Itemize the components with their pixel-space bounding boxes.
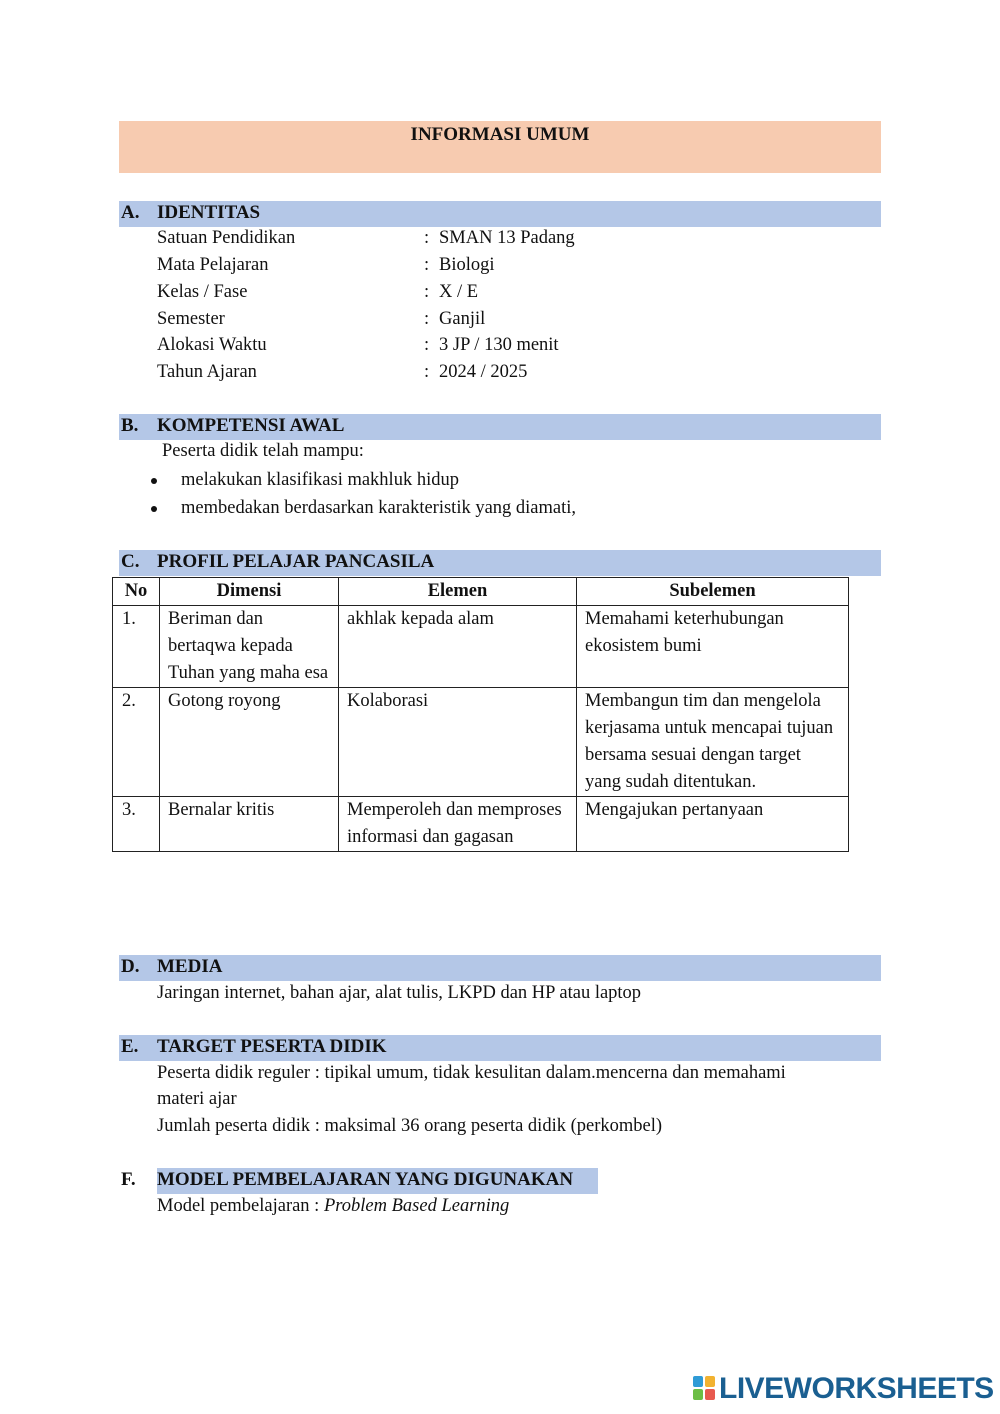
identity-value: X / E [439,282,479,302]
cell-dimensi: Gotong royong [160,688,339,797]
identity-label: Tahun Ajaran [157,362,257,382]
column-header: Subelemen [577,578,849,606]
identity-label: Mata Pelajaran [157,255,269,275]
column-header: Dimensi [160,578,339,606]
competence-item: melakukan klasifikasi makhluk hidup [181,470,459,490]
cell-subelemen: Memahami keterhubungan ekosistem bumi [577,606,849,688]
page-title: INFORMASI UMUM [410,124,590,145]
section-d-title: MEDIA [157,956,223,977]
target-regular-text: Peserta didik reguler : tipikal umum, tidak kesulitan dalam.mencerna dan memahami [157,1063,786,1083]
identity-colon: : [424,362,430,382]
section-e-letter: E. [121,1036,139,1057]
bullet-icon [151,506,157,512]
identity-label: Alokasi Waktu [157,335,267,355]
section-e-title: TARGET PESERTA DIDIK [157,1036,387,1057]
cell-elemen: akhlak kepada alam [339,606,577,688]
liveworksheets-logo-icon [693,1376,717,1402]
section-c-title: PROFIL PELAJAR PANCASILA [157,551,435,572]
identity-label: Satuan Pendidikan [157,228,296,248]
competence-item: membedakan berdasarkan karakteristik yang diamati, [181,498,577,518]
competence-intro: Peserta didik telah mampu: [162,441,364,461]
liveworksheets-logo [693,1372,994,1405]
target-count-text: Jumlah peserta didik : maksimal 36 orang peserta didik (perkombel) [157,1116,663,1136]
cell-subelemen: Mengajukan pertanyaan [577,797,849,852]
column-header: Elemen [339,578,577,606]
table-row [113,606,849,688]
cell-no: 1. [113,606,160,688]
identity-value: Ganjil [439,309,486,329]
table-row [113,797,849,852]
bullet-icon [151,478,157,484]
identity-value: 3 JP / 130 menit [439,335,559,355]
identity-label: Kelas / Fase [157,282,248,302]
identity-value: Biologi [439,255,495,275]
identity-colon: : [424,228,430,248]
cell-elemen: Kolaborasi [339,688,577,797]
section-a-letter: A. [121,202,140,223]
media-text: Jaringan internet, bahan ajar, alat tulis, LKPD dan HP atau laptop [157,983,642,1003]
column-header: No [113,578,160,606]
identity-colon: : [424,282,430,302]
cell-dimensi: Beriman dan bertaqwa kepada Tuhan yang maha esa [160,606,339,688]
section-b-title: KOMPETENSI AWAL [157,415,345,436]
cell-dimensi: Bernalar kritis [160,797,339,852]
identity-label: Semester [157,309,225,329]
cell-elemen: Memperoleh dan memproses informasi dan gagasan [339,797,577,852]
section-f-title: MODEL PEMBELAJARAN YANG DIGUNAKAN [157,1169,574,1190]
identity-value: SMAN 13 Padang [439,228,575,248]
target-regular-text-cont: materi ajar [157,1089,237,1109]
learning-model-label: Model pembelajaran : [157,1196,324,1216]
learning-model [157,1196,509,1217]
section-c-letter: C. [121,551,140,572]
title-band [119,121,881,173]
cell-subelemen: Membangun tim dan mengelola kerjasama untuk mencapai tujuan bersama sesuai dengan target yang sudah ditentukan. [577,688,849,797]
cell-no: 3. [113,797,160,852]
section-d-band [119,955,881,981]
profil-table [112,577,849,852]
table-row [113,688,849,797]
cell-no: 2. [113,688,160,797]
section-a-title: IDENTITAS [157,202,261,223]
section-d-letter: D. [121,956,140,977]
section-b-letter: B. [121,415,139,436]
identity-colon: : [424,255,430,275]
table-header-row [113,578,849,606]
identity-colon: : [424,309,430,329]
liveworksheets-logo-text: LIVEWORKSHEETS [719,1372,994,1405]
identity-value: 2024 / 2025 [439,362,528,382]
learning-model-value: Problem Based Learning [323,1196,510,1216]
section-f-letter: F. [121,1169,136,1190]
identity-colon: : [424,335,430,355]
